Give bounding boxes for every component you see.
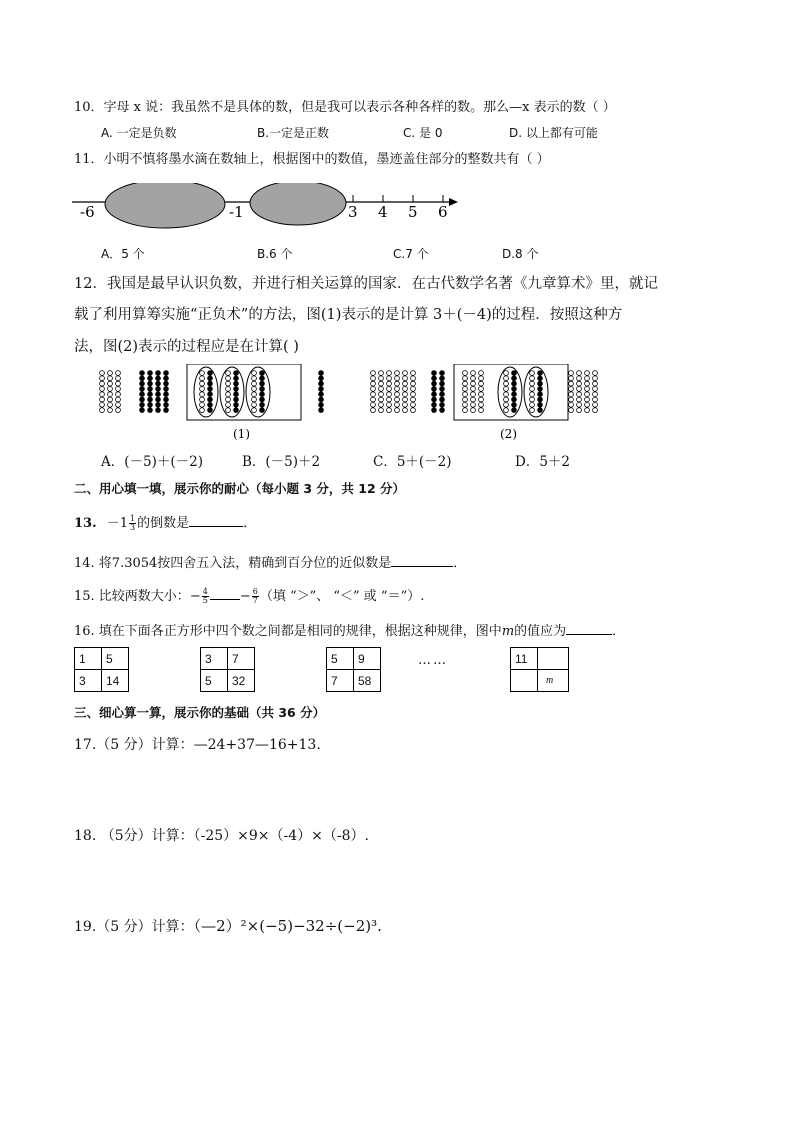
tick-label: 5: [408, 203, 418, 221]
arrow-icon: [449, 198, 458, 206]
q12-line2: 载了利用算筹实施“正负术”的方法，图(1)表示的是计算 3＋(－4)的过程．按照这种方: [74, 307, 623, 323]
white-rod: [371, 371, 376, 413]
pair-oval: [246, 367, 270, 417]
q16-stem: 16. 填在下面各正方形中四个数之间都是相同的规律，根据这种规律，图中m的值应为 ．: [74, 620, 625, 641]
black-rod: [260, 371, 265, 413]
white-rod: [471, 371, 476, 413]
fig2-label: (2): [500, 427, 517, 441]
section3-heading: 三、细心算一算，展示你的基础（共 36 分）: [74, 705, 326, 720]
q11-option-b: B.6 个: [257, 247, 293, 261]
white-rod: [577, 371, 582, 413]
ink-blot-right: [250, 183, 346, 225]
q17: 17.（5 分）计算：—24+37—16+13.: [74, 737, 321, 753]
black-rod: [432, 371, 437, 413]
grid-3: 5 9 7 58: [326, 647, 381, 692]
pair-oval: [498, 367, 522, 417]
q10-stem: 10．字母 x 说：我虽然不是具体的数，但是我可以表示各种各样的数。那么—x 表示的数（ ）: [74, 100, 616, 115]
white-rod: [108, 371, 113, 413]
black-rod: [538, 371, 543, 413]
fig1-label: (1): [233, 427, 250, 441]
white-rod: [395, 371, 400, 413]
q15: 15. 比较两数大小：− $\frac{4}{5}$ − $\frac{6}{7}$ （填 “＞”、 “＜” 或 “＝”）.: [74, 587, 425, 605]
q12-option-c: C．5＋(－2): [373, 454, 452, 470]
black-rod: [148, 371, 153, 413]
black-rod: [234, 371, 239, 413]
black-rod: [164, 371, 169, 413]
counting-rods-figure: [90, 364, 630, 446]
white-rod: [411, 371, 416, 413]
q12-line1: 12．我国是最早认识负数，并进行相关运算的国家．在古代数学名著《九章算术》里，就记: [74, 276, 658, 292]
q18: 18. （5分）计算：（-25）×9×（-4）×（-8）.: [74, 828, 369, 844]
white-rod: [593, 371, 598, 413]
q14-answer-blank[interactable]: [391, 552, 453, 567]
q12-line3: 法，图(2)表示的过程应是在计算( ): [74, 339, 299, 355]
q11-stem: 11．小明不慎将墨水滴在数轴上，根据图中的数值，墨迹盖住部分的整数共有（ ）: [74, 152, 550, 167]
q10-option-c: C. 是 0: [403, 126, 443, 140]
q11-option-c: C.7 个: [393, 247, 429, 261]
q13-answer-blank[interactable]: [189, 512, 243, 527]
black-rod: [156, 371, 161, 413]
pair-oval: [194, 367, 218, 417]
white-rod: [463, 371, 468, 413]
grid-4: 11 m: [510, 647, 569, 692]
white-rod: [569, 371, 574, 413]
white-rod: [100, 371, 105, 413]
ellipsis-dots: ……: [418, 653, 448, 668]
q12-option-b: B．(－5)＋2: [242, 454, 321, 470]
grid-2: 3 7 5 32: [200, 647, 255, 692]
white-rod: [379, 371, 384, 413]
grid-1: 1 5 3 14: [74, 647, 129, 692]
q12-option-d: D．5＋2: [515, 454, 571, 470]
white-rod: [226, 371, 231, 413]
white-rod: [504, 371, 509, 413]
white-rod: [585, 371, 590, 413]
white-rod: [116, 371, 121, 413]
ink-blot-left: [105, 183, 225, 228]
q11-option-a: A．5 个: [101, 247, 145, 261]
white-rod: [403, 371, 408, 413]
section2-heading: 二、用心填一填，展示你的耐心（每小题 3 分，共 12 分）: [74, 481, 406, 496]
tick-label: 4: [378, 203, 388, 221]
white-rod: [200, 371, 205, 413]
tick-label: -1: [229, 203, 244, 221]
white-rod: [252, 371, 257, 413]
black-rod: [208, 371, 213, 413]
white-rod: [530, 371, 535, 413]
tick-label: 6: [438, 203, 448, 221]
q10-option-d: D. 以上都有可能: [509, 126, 598, 140]
white-rod: [479, 371, 484, 413]
black-rod: [440, 371, 445, 413]
pair-oval: [220, 367, 244, 417]
black-rod: [512, 371, 517, 413]
q16-answer-blank[interactable]: [566, 620, 612, 635]
black-rod: [319, 371, 324, 413]
number-line-figure: [68, 183, 468, 229]
pair-oval: [524, 367, 548, 417]
q13: 13. －1 $\frac{1}{3}$ 的倒数是 ．: [74, 514, 257, 532]
tick-label: -6: [80, 203, 95, 221]
q19: 19.（5 分）计算：（—2）²×(−5)−32÷(−2)³.: [74, 917, 382, 935]
q10-option-b: B.一定是正数: [257, 126, 330, 140]
q15-answer-blank[interactable]: [210, 585, 240, 600]
q10-option-a: A. 一定是负数: [101, 126, 177, 140]
white-rod: [387, 371, 392, 413]
q14: 14. 将7.3054按四舍五入法，精确到百分位的近似数是 ．: [74, 552, 466, 573]
q11-option-d: D.8 个: [502, 247, 539, 261]
black-rod: [140, 371, 145, 413]
tick-label: 3: [348, 203, 358, 221]
q12-option-a: A．(－5)＋(－2): [101, 454, 203, 470]
